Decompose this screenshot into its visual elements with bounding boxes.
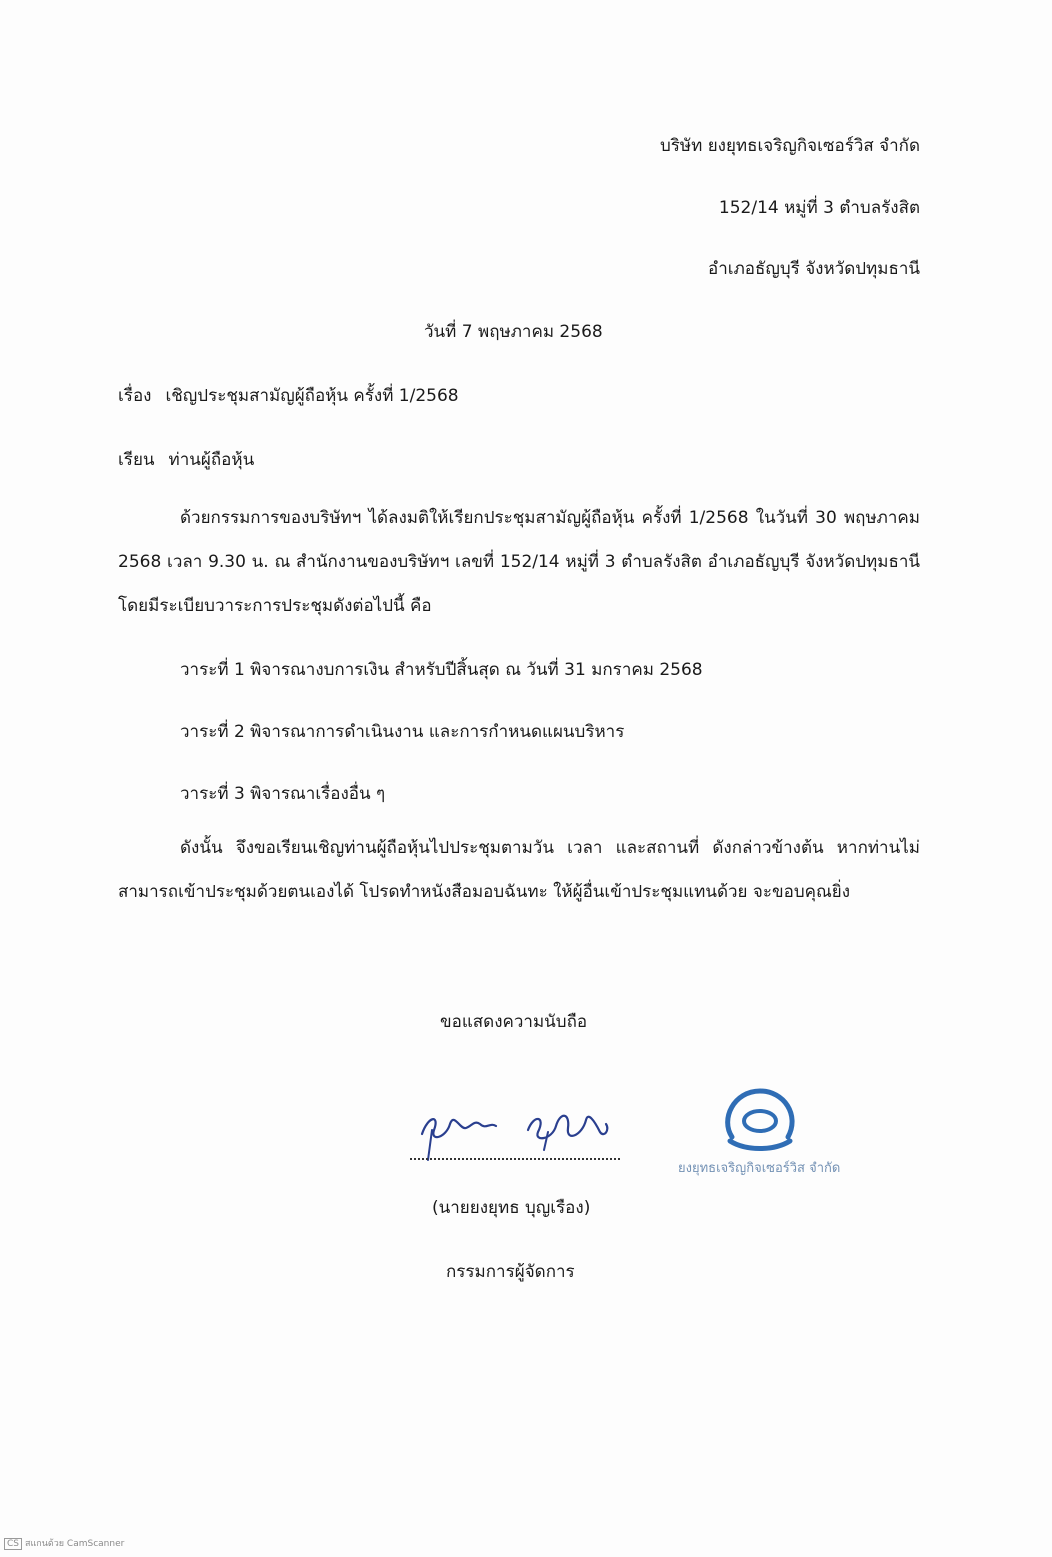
salutation-line <box>118 448 254 472</box>
signer-name: (นายยงยุทธ บุญเรือง) <box>432 1198 591 1218</box>
seal-logo-icon <box>720 1085 800 1155</box>
salutation-text: ท่านผู้ถือหุ้น <box>168 450 255 470</box>
address-line-2: อำเภอธัญบุรี จังหวัดปทุมธานี <box>708 259 920 279</box>
agenda-item-3: วาระที่ 3 พิจารณาเรื่องอื่น ๆ <box>180 784 386 804</box>
seal-text: ยงยุทธเจริญกิจเซอร์วิส จำกัด <box>678 1161 841 1176</box>
closing-paragraph <box>118 826 920 914</box>
agenda-item-2: วาระที่ 2 พิจารณาการดำเนินงาน และการกำหนดแผนบริหาร <box>180 722 625 742</box>
scanner-text: สแกนด้วย CamScanner <box>25 1539 125 1549</box>
salutation-label: เรียน <box>118 450 155 470</box>
letter-date: วันที่ 7 พฤษภาคม 2568 <box>424 322 603 342</box>
subject-text: เชิญประชุมสามัญผู้ถือหุ้น ครั้งที่ 1/2568 <box>165 386 459 406</box>
intro-text: ด้วยกรรมการของบริษัทฯ ได้ลงมติให้เรียกประชุมสามัญผู้ถือหุ้น ครั้งที่ 1/2568 ในวันที่ 30 พฤษภาคม 2568 เวลา 9.30 น. ณ สำนักงานของบริษัทฯ เลขที่ 152/14 หมู่ที่ 3 ตำบลรังสิต อำเภอธัญบุรี จังหวัดปทุมธานี โดยมีระเบียบวาระการประชุมดังต่อไปนี้ คือ <box>118 508 920 616</box>
company-seal <box>668 1085 858 1185</box>
signer-position: กรรมการผู้จัดการ <box>446 1262 575 1282</box>
signature <box>410 1100 620 1160</box>
regards-text: ขอแสดงความนับถือ <box>440 1012 588 1032</box>
address-line-1: 152/14 หมู่ที่ 3 ตำบลรังสิต <box>718 198 920 218</box>
subject-line <box>118 384 459 408</box>
signature-dotted-line <box>410 1158 620 1160</box>
closing-text: ดังนั้น จึงขอเรียนเชิญท่านผู้ถือหุ้นไปประชุมตามวัน เวลา และสถานที่ ดังกล่าวข้างต้น หากท่านไม่สามารถเข้าประชุมด้วยตนเองได้ โปรดทำหนังสือมอบฉันทะ ให้ผู้อื่นเข้าประชุมแทนด้วย จะขอบคุณยิ่ง <box>118 838 920 902</box>
subject-label: เรื่อง <box>118 386 152 406</box>
camscanner-icon: CS <box>4 1538 22 1550</box>
agenda-item-1: วาระที่ 1 พิจารณางบการเงิน สำหรับปีสิ้นสุด ณ วันที่ 31 มกราคม 2568 <box>180 660 703 680</box>
company-name: บริษัท ยงยุทธเจริญกิจเซอร์วิส จำกัด <box>659 136 920 156</box>
scanner-watermark <box>4 1536 124 1550</box>
intro-paragraph <box>118 496 920 628</box>
